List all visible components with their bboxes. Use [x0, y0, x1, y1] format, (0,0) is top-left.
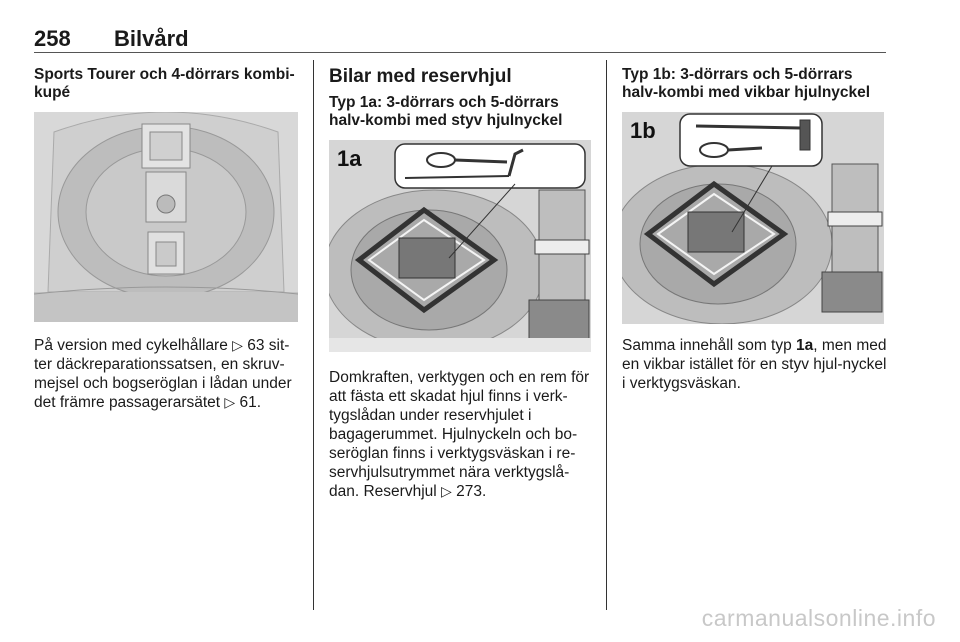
subhead-type-1a: Typ 1a: 3-dörrars och 5-dörrars halv-kombi med styv hjulnyckel — [329, 94, 563, 129]
column-divider — [606, 60, 607, 610]
column-1 — [34, 66, 300, 102]
bold-ref-1a: 1a — [796, 337, 814, 354]
column-3-body — [622, 336, 888, 393]
body-text-part: 61. — [235, 394, 262, 411]
spare-wheel-1a-illustration — [329, 140, 591, 352]
section-title: Bilar med reservhjul — [329, 66, 512, 87]
spare-wheel-1b-illustration — [622, 112, 884, 324]
page-header — [34, 26, 886, 53]
column-2 — [329, 66, 595, 130]
figure-label: 1b — [630, 118, 656, 143]
chapter-title: Bilvård — [114, 26, 189, 51]
page-ref-arrow-icon: ▷ — [232, 337, 243, 353]
body-text-part: 273. — [451, 483, 487, 500]
column-3 — [622, 66, 886, 102]
watermark: carmanualsonline.info — [701, 605, 936, 631]
body-text-part: Domkraften, verktygen och en rem för att fästa ett skadat hjul finns i verk-tygslådan under reservhjulet i bagagerummet. Hjulnyckeln och bo-seröglan finns i verktygsväskan i re-servhjulsutrymmet nära verktygslå-dan. Reservhjul — [329, 369, 590, 500]
column-1-body — [34, 336, 300, 412]
page-ref-arrow-icon: ▷ — [441, 483, 452, 499]
body-paragraph — [34, 336, 300, 412]
body-text-part: På version med cykelhållare — [34, 337, 233, 354]
subhead-sports-tourer: Sports Tourer och 4-dörrars kombi-kupé — [34, 66, 295, 101]
subhead-type-1b: Typ 1b: 3-dörrars och 5-dörrars halv-kombi med vikbar hjulnyckel — [622, 66, 871, 101]
body-text-part: Samma innehåll som typ — [622, 337, 797, 354]
trunk-illustration — [34, 112, 298, 322]
column-divider — [313, 60, 314, 610]
body-text-part: 63 sit-ter däckreparationssatsen, en skruv-mejsel och bogseröglan i lådan under det främre passagerarsätet — [34, 337, 292, 411]
column-2-body — [329, 368, 595, 501]
figure-label: 1a — [337, 146, 362, 171]
body-paragraph — [329, 368, 595, 501]
body-paragraph — [622, 336, 888, 393]
page-ref-arrow-icon: ▷ — [224, 394, 236, 410]
page-number: 258 — [34, 26, 71, 51]
body-text-part: , men med en vikbar istället för en styv hjul-nyckel i verktygsväskan. — [622, 337, 887, 392]
